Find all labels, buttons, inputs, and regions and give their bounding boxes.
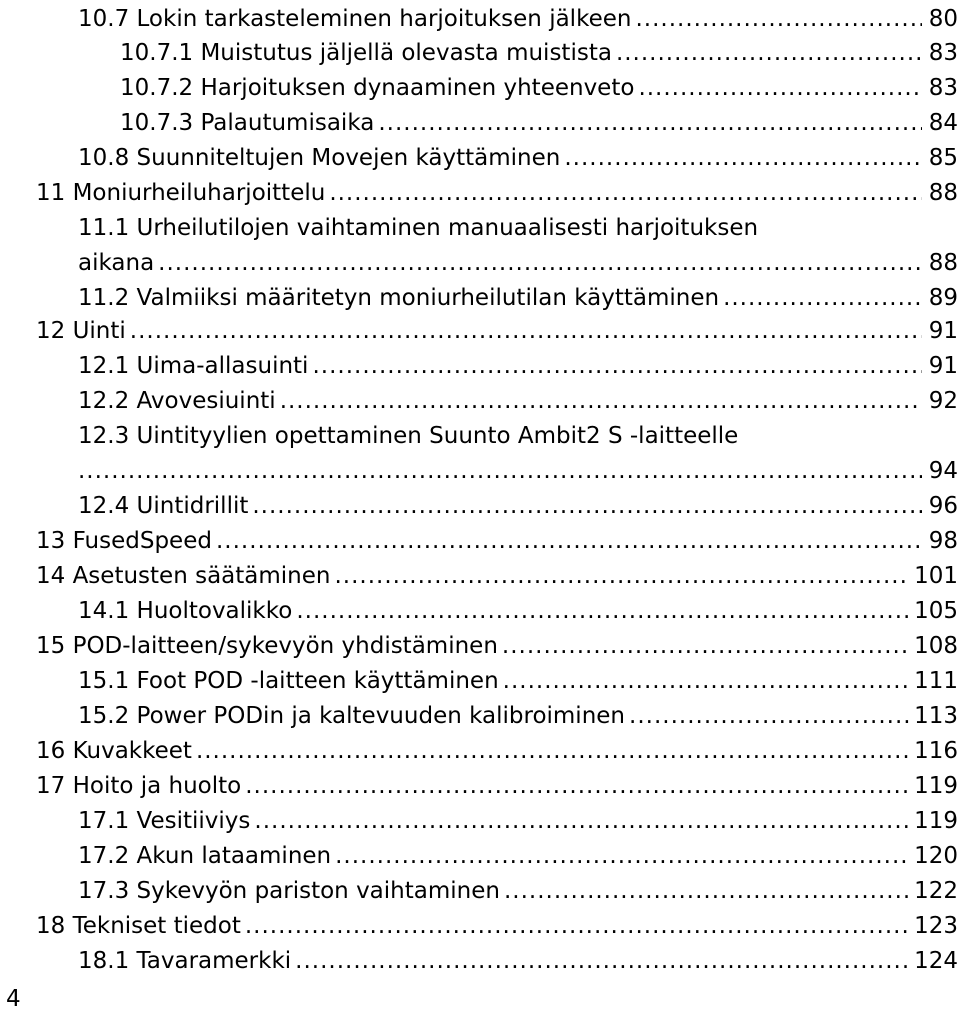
dot-leader: [78, 454, 922, 488]
dot-leader: [216, 524, 922, 558]
toc-entry-title: 17.1 Vesitiiviys: [78, 808, 251, 834]
dot-leader: [504, 874, 910, 908]
dot-leader: [564, 141, 922, 175]
toc-entry[interactable]: [78, 664, 958, 698]
toc-entry-page: 94: [928, 458, 958, 484]
toc-entry[interactable]: [78, 839, 958, 873]
toc-entry[interactable]: [36, 769, 958, 803]
toc-entry-title: 15.1 Foot POD -laitteen käyttäminen: [78, 668, 499, 694]
toc-entry-title: 10.7.2 Harjoituksen dynaaminen yhteenveto: [120, 75, 635, 101]
toc-entry[interactable]: [78, 281, 958, 315]
toc-entry[interactable]: [36, 524, 958, 558]
toc-entry-page: 91: [928, 318, 958, 344]
dot-leader: [196, 734, 910, 768]
dot-leader: [616, 36, 922, 70]
toc-entry[interactable]: [120, 71, 958, 105]
toc-entry[interactable]: [78, 594, 958, 628]
dot-leader: [245, 909, 910, 943]
toc-entry[interactable]: [78, 246, 958, 280]
toc-entry-page: 113: [914, 703, 958, 729]
toc-entry-title: 10.7.1 Muistutus jäljellä olevasta muistista: [120, 40, 612, 66]
toc-entry[interactable]: [78, 454, 958, 488]
dot-leader: [503, 664, 910, 698]
toc-entry-title: 10.8 Suunniteltujen Movejen käyttäminen: [78, 145, 561, 171]
toc-entry-title: 18 Tekniset tiedot: [36, 913, 241, 939]
dot-leader: [635, 2, 922, 36]
toc-entry[interactable]: [78, 2, 958, 36]
toc-entry-title: 10.7 Lokin tarkasteleminen harjoituksen jälkeen: [78, 6, 632, 32]
dot-leader: [280, 384, 922, 418]
toc-entry[interactable]: [78, 384, 958, 418]
toc-entry[interactable]: [120, 36, 958, 70]
toc-entry[interactable]: [36, 629, 958, 663]
toc-entry-title: 18.1 Tavaramerkki: [78, 948, 292, 974]
toc-entry[interactable]: [78, 349, 958, 383]
toc-entry-title: 14.1 Huoltovalikko: [78, 598, 293, 624]
toc-entry-title: 17.3 Sykevyön pariston vaihtaminen: [78, 878, 500, 904]
toc-entry-page: 88: [928, 250, 958, 276]
toc-entry-page: 120: [914, 843, 958, 869]
toc-entry-page: 123: [914, 913, 958, 939]
toc-entry-page: 101: [914, 563, 958, 589]
dot-leader: [312, 349, 922, 383]
toc-entry-title: 12 Uinti: [36, 318, 126, 344]
toc-entry[interactable]: [36, 314, 958, 348]
toc-entry-page: 84: [928, 110, 958, 136]
toc-entry[interactable]: [78, 489, 958, 523]
toc-entry-title: 13 FusedSpeed: [36, 528, 212, 554]
toc-entry[interactable]: [78, 944, 958, 978]
toc-entry-page: 116: [914, 738, 958, 764]
dot-leader: [723, 281, 922, 315]
toc-entry-title: 11 Moniurheiluharjoittelu: [36, 180, 326, 206]
toc-entry-page: 83: [928, 40, 958, 66]
dot-leader: [502, 629, 910, 663]
toc-entry-page: 80: [928, 6, 958, 32]
toc-entry-page: 91: [928, 353, 958, 379]
toc-entry-title: 17.2 Akun lataaminen: [78, 843, 332, 869]
toc-entry-title: 11.2 Valmiiksi määritetyn moniurheilutilan käyttäminen: [78, 285, 720, 311]
toc-entry-page: 111: [914, 668, 958, 694]
dot-leader: [638, 71, 922, 105]
dot-leader: [335, 839, 910, 873]
page-number: 4: [6, 986, 21, 1012]
toc-entry-title: 12.1 Uima-allasuinti: [78, 353, 309, 379]
toc-entry-page: 124: [914, 948, 958, 974]
dot-leader: [158, 246, 922, 280]
toc-entry-page: 105: [914, 598, 958, 624]
dot-leader: [378, 106, 922, 140]
toc-entry-title-continuation: aikana: [78, 250, 155, 276]
toc-entry[interactable]: [120, 106, 958, 140]
toc-entry-title: 15 POD-laitteen/sykevyön yhdistäminen: [36, 633, 498, 659]
toc-entry-title: 17 Hoito ja huolto: [36, 773, 242, 799]
toc-entry-title[interactable]: 12.3 Uintityylien opettaminen Suunto Ambit2 S -laitteelle: [78, 423, 739, 449]
toc-entry[interactable]: [78, 874, 958, 908]
toc-entry-page: 108: [914, 633, 958, 659]
toc-entry-page: 119: [914, 808, 958, 834]
toc-entry[interactable]: [78, 141, 958, 175]
toc-entry-page: 92: [928, 388, 958, 414]
dot-leader: [329, 176, 922, 210]
toc-entry-title: 12.4 Uintidrillit: [78, 493, 249, 519]
dot-leader: [254, 804, 910, 838]
toc-entry[interactable]: [36, 176, 958, 210]
dot-leader: [295, 944, 910, 978]
toc-entry[interactable]: [36, 734, 958, 768]
toc-entry[interactable]: [36, 909, 958, 943]
toc-entry-title: 16 Kuvakkeet: [36, 738, 192, 764]
dot-leader: [296, 594, 910, 628]
dot-leader: [629, 699, 910, 733]
dot-leader: [130, 314, 922, 348]
dot-leader: [252, 489, 922, 523]
toc-entry-page: 96: [928, 493, 958, 519]
toc-entry-page: 119: [914, 773, 958, 799]
toc-entry-page: 98: [928, 528, 958, 554]
toc-entry-title: 10.7.3 Palautumisaika: [120, 110, 375, 136]
toc-entry-page: 83: [928, 75, 958, 101]
dot-leader: [334, 559, 910, 593]
toc-entry-title: 14 Asetusten säätäminen: [36, 563, 331, 589]
toc-entry-title: 15.2 Power PODin ja kaltevuuden kalibroiminen: [78, 703, 626, 729]
toc-entry[interactable]: [78, 699, 958, 733]
toc-entry-title: 12.2 Avovesiuinti: [78, 388, 276, 414]
toc-entry-page: 122: [914, 878, 958, 904]
toc-entry-page: 85: [928, 145, 958, 171]
toc-entry-title[interactable]: 11.1 Urheilutilojen vaihtaminen manuaalisesti harjoituksen: [78, 215, 759, 241]
toc-entry-page: 89: [928, 285, 958, 311]
toc-entry-page: 88: [928, 180, 958, 206]
toc-entry[interactable]: [78, 804, 958, 838]
dot-leader: [245, 769, 910, 803]
toc-entry[interactable]: [36, 559, 958, 593]
